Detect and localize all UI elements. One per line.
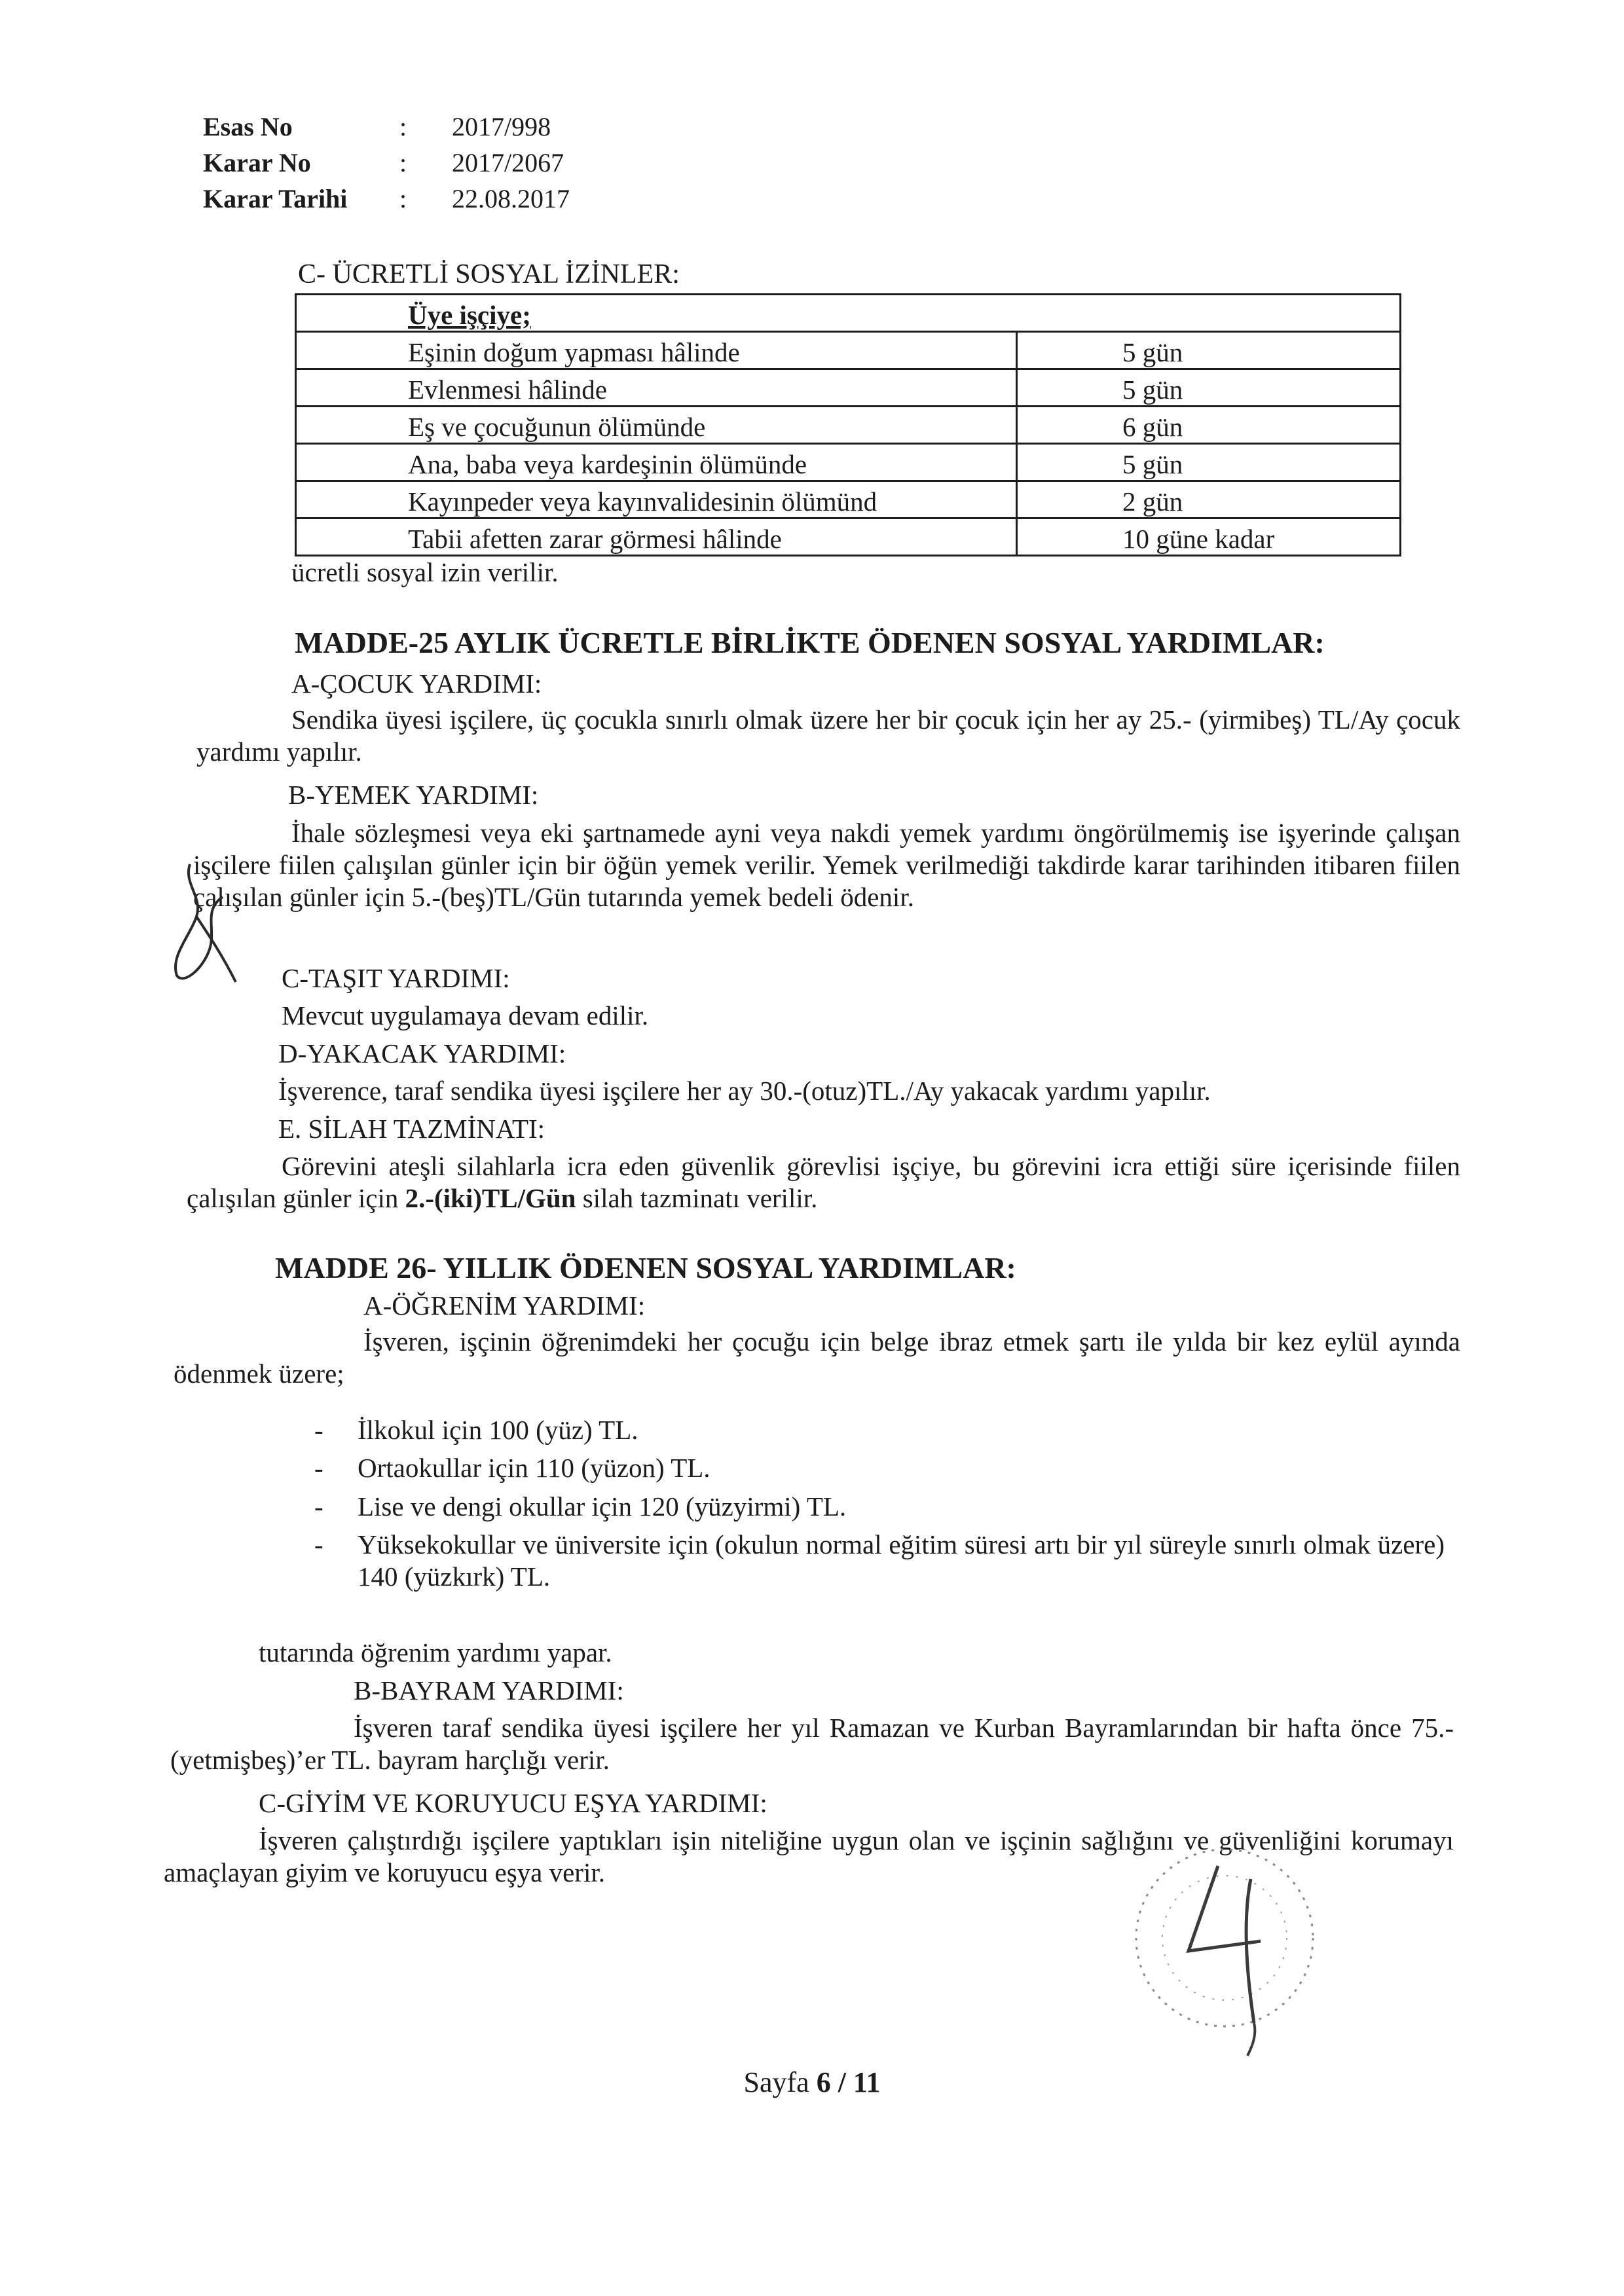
leave-days: 2 gün <box>1017 481 1401 519</box>
list-item-text: Lise ve dengi okullar için 120 (yüzyirmi) TL. <box>358 1491 847 1522</box>
silah-tazminati-title: E. SİLAH TAZMİNATI: <box>278 1114 545 1144</box>
leave-days: 6 gün <box>1017 407 1401 444</box>
silah-amount: 2.-(iki)TL/Gün <box>405 1182 576 1213</box>
list-item <box>314 1452 1497 1484</box>
leave-days: 5 gün <box>1017 444 1401 481</box>
silah-text-part: silah tazminatı verilir. <box>576 1182 818 1213</box>
yemek-yardimi-text: İhale sözleşmesi veya eki şartnamede ayni veya nakdi yemek yardımı öngörülmemiş ise işyerinde çalışan işçilere fiilen çalışılan günler için bir öğün yemek verilir. Yemek verilmediği takdirde karar tarihinden itibaren fiilen çalışılan günler için 5.-(beş)TL/Gün tutarında yemek bedeli ödenir. <box>193 818 1460 912</box>
leave-event: Eşinin doğum yapması hâlinde <box>296 332 1017 369</box>
table-row <box>296 444 1401 481</box>
list-dash: - <box>314 1491 323 1522</box>
yemek-yardimi-title: B-YEMEK YARDIMI: <box>288 780 539 810</box>
leave-event: Tabii afetten zarar görmesi hâlinde <box>296 519 1017 556</box>
header-separator: : <box>399 148 407 178</box>
header-row-karar <box>203 147 570 183</box>
list-dash: - <box>314 1529 323 1560</box>
madde-26-title: MADDE 26- YILLIK ÖDENEN SOSYAL YARDIMLAR: <box>275 1251 1016 1285</box>
cocuk-yardimi-text: Sendika üyesi işçilere, üç çocukla sınırlı olmak üzere her bir çocuk için her ay 25.- (yirmibeş) TL/Ay çocuk yardımı yapılır. <box>196 704 1460 767</box>
list-item <box>314 1491 1497 1522</box>
cocuk-yardimi-title: A-ÇOCUK YARDIMI: <box>291 668 542 699</box>
silah-text-part: Görevini ateşli silahlarla icra eden güvenlik görevlisi işçiye, bu görevini icra ettiği süre içerisinde fiilen çalışılan günler için <box>187 1151 1460 1213</box>
header-row-esas <box>203 111 570 147</box>
header-label: Karar No <box>203 148 311 178</box>
leave-event: Kayınpeder veya kayınvalidesinin ölümünd <box>296 481 1017 519</box>
leave-event: Evlenmesi hâlinde <box>296 369 1017 407</box>
list-dash: - <box>314 1453 323 1484</box>
page-footer <box>0 2066 1624 2100</box>
margin-signature-icon <box>164 858 242 989</box>
header-value: 2017/2067 <box>452 148 564 178</box>
case-header <box>203 111 570 220</box>
leave-event: Eş ve çocuğunun ölümünde <box>296 407 1017 444</box>
list-item-text: Ortaokullar için 110 (yüzon) TL. <box>358 1453 710 1484</box>
yakacak-yardimi-title: D-YAKACAK YARDIMI: <box>278 1038 566 1068</box>
bayram-yardimi-title: B-BAYRAM YARDIMI: <box>354 1675 624 1705</box>
tasit-yardimi-text: Mevcut uygulamaya devam edilir. <box>282 1000 649 1030</box>
ogrenim-yardimi-list <box>314 1414 1497 1599</box>
ogrenim-yardimi-text: İşveren, işçinin öğrenimdeki her çocuğu için belge ibraz etmek şartı ile yılda bir kez eylül ayında ödenmek üzere; <box>174 1326 1460 1389</box>
table-row <box>296 332 1401 369</box>
table-row <box>296 369 1401 407</box>
paid-leave-title: C- ÜCRETLİ SOSYAL İZİNLER: <box>298 259 680 289</box>
silah-tazminati-text <box>187 1150 1460 1214</box>
leave-days: 5 gün <box>1017 369 1401 407</box>
page-number: 6 / 11 <box>816 2066 881 2098</box>
header-value: 22.08.2017 <box>452 184 570 214</box>
giyim-yardimi-text: İşveren çalıştırdığı işçilere yaptıkları işin niteliğine uygun olan ve işçinin sağlığını ve güvenliğini korumayı amaçlayan giyim ve koruyucu eşya verir. <box>164 1825 1454 1887</box>
paid-leave-after-text: ücretli sosyal izin verilir. <box>291 557 559 587</box>
list-item <box>314 1414 1497 1446</box>
tasit-yardimi-title: C-TAŞIT YARDIMI: <box>282 963 510 993</box>
header-label: Esas No <box>203 112 293 141</box>
ogrenim-yardimi-title: A-ÖĞRENİM YARDIMI: <box>363 1290 646 1321</box>
list-item <box>314 1529 1497 1592</box>
ogrenim-yardimi-after: tutarında öğrenim yardımı yapar. <box>259 1637 612 1667</box>
header-value: 2017/998 <box>452 112 551 141</box>
giyim-yardimi-title: C-GİYİM VE KORUYUCU EŞYA YARDIMI: <box>259 1788 767 1818</box>
table-row <box>296 407 1401 444</box>
list-item-text: Yüksekokullar ve üniversite için (okulun normal eğitim süresi artı bir yıl süreyle sınırlı olmak üzere) 140 (yüzkırk) TL. <box>358 1529 1445 1592</box>
yakacak-yardimi-text: İşverence, taraf sendika üyesi işçilere her ay 30.-(otuz)TL./Ay yakacak yardımı yapılır. <box>278 1076 1211 1106</box>
list-item-text: İlkokul için 100 (yüz) TL. <box>358 1415 638 1445</box>
table-row <box>296 481 1401 519</box>
list-dash: - <box>314 1415 323 1445</box>
header-separator: : <box>399 184 407 214</box>
leave-days: 5 gün <box>1017 332 1401 369</box>
leave-days: 10 güne kadar <box>1017 519 1401 556</box>
paid-leave-table <box>295 293 1401 556</box>
madde-25-title: MADDE-25 AYLIK ÜCRETLE BİRLİKTE ÖDENEN SOSYAL YARDIMLAR: <box>295 626 1325 659</box>
header-label: Karar Tarihi <box>203 184 348 214</box>
paid-leave-table-header-cell: Üye işçiye; <box>296 295 1401 332</box>
table-row <box>296 519 1401 556</box>
paid-leave-table-header <box>296 295 1401 332</box>
page-label: Sayfa <box>743 2066 817 2098</box>
bayram-yardimi-text: İşveren taraf sendika üyesi işçilere her yıl Ramazan ve Kurban Bayramlarından bir hafta önce 75.-(yetmişbeş)’er TL. bayram harçlığı verir. <box>170 1713 1454 1775</box>
stamp-signature-icon <box>1120 1827 1342 2062</box>
header-row-tarih <box>203 183 570 219</box>
leave-event: Ana, baba veya kardeşinin ölümünde <box>296 444 1017 481</box>
header-separator: : <box>399 112 407 141</box>
